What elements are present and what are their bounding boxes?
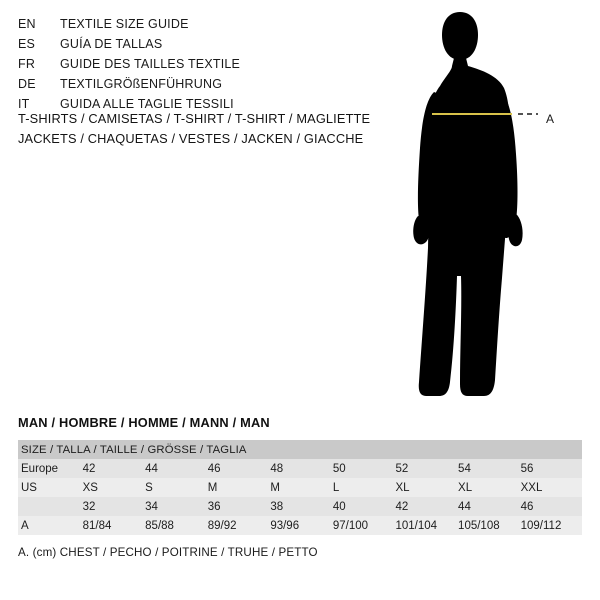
cell: 44: [143, 459, 206, 478]
language-row: [18, 34, 418, 54]
language-row: [18, 54, 418, 74]
language-code: FR: [18, 57, 36, 71]
table-header-label: SIZE / TALLA / TAILLE / GRÖSSE / TAGLIA: [18, 440, 582, 459]
language-text: TEXTILE SIZE GUIDE: [60, 17, 189, 31]
silhouette-icon: [398, 8, 598, 408]
cell: 46: [519, 497, 582, 516]
language-code: IT: [18, 97, 30, 111]
language-code: ES: [18, 37, 36, 51]
language-code: EN: [18, 17, 36, 31]
cell: 44: [456, 497, 519, 516]
category-line-tshirts: T-SHIRTS / CAMISETAS / T-SHIRT / T-SHIRT / MAGLIETTE: [18, 111, 371, 126]
category-line-jackets: JACKETS / CHAQUETAS / VESTES / JACKEN / GIACCHE: [18, 131, 364, 146]
cell: 54: [456, 459, 519, 478]
table-header-row: [18, 440, 582, 459]
language-text: GUIDE DES TAILLES TEXTILE: [60, 57, 241, 71]
table-row: [18, 516, 582, 535]
language-text: TEXTILGRÖßENFÜHRUNG: [60, 77, 223, 91]
cell: 42: [81, 459, 144, 478]
table-title: MAN / HOMBRE / HOMME / MANN / MAN: [18, 415, 270, 430]
cell: 42: [393, 497, 456, 516]
cell: L: [331, 478, 394, 497]
row-label: Europe: [18, 459, 81, 478]
language-text: GUÍA DE TALLAS: [60, 37, 163, 51]
cell: XL: [456, 478, 519, 497]
garment-categories: [18, 109, 438, 149]
cell: 34: [143, 497, 206, 516]
size-table: [18, 440, 582, 535]
cell: XS: [81, 478, 144, 497]
cell: 36: [206, 497, 269, 516]
table-row: [18, 478, 582, 497]
cell: 109/112: [519, 516, 582, 535]
cell: 50: [331, 459, 394, 478]
table-row: [18, 497, 582, 516]
cell: 81/84: [81, 516, 144, 535]
cell: 85/88: [143, 516, 206, 535]
cell: XXL: [519, 478, 582, 497]
cell: 40: [331, 497, 394, 516]
measure-label-a: A: [546, 112, 555, 126]
cell: 32: [81, 497, 144, 516]
cell: 97/100: [331, 516, 394, 535]
cell: M: [206, 478, 269, 497]
cell: 93/96: [268, 516, 331, 535]
cell: 101/104: [393, 516, 456, 535]
cell: XL: [393, 478, 456, 497]
language-legend: [18, 14, 418, 114]
row-label: A: [18, 516, 81, 535]
cell: 38: [268, 497, 331, 516]
language-code: DE: [18, 77, 36, 91]
cell: 89/92: [206, 516, 269, 535]
footnote-chest-measure: A. (cm) CHEST / PECHO / POITRINE / TRUHE / PETTO: [18, 546, 318, 559]
table-row: [18, 459, 582, 478]
language-row: [18, 74, 418, 94]
cell: 52: [393, 459, 456, 478]
row-label: [18, 497, 81, 516]
language-row: [18, 14, 418, 34]
cell: S: [143, 478, 206, 497]
language-text: GUIDA ALLE TAGLIE TESSILI: [60, 97, 234, 111]
cell: 46: [206, 459, 269, 478]
row-label: US: [18, 478, 81, 497]
cell: 48: [268, 459, 331, 478]
cell: 105/108: [456, 516, 519, 535]
cell: M: [268, 478, 331, 497]
male-silhouette-figure: [398, 8, 598, 408]
cell: 56: [519, 459, 582, 478]
